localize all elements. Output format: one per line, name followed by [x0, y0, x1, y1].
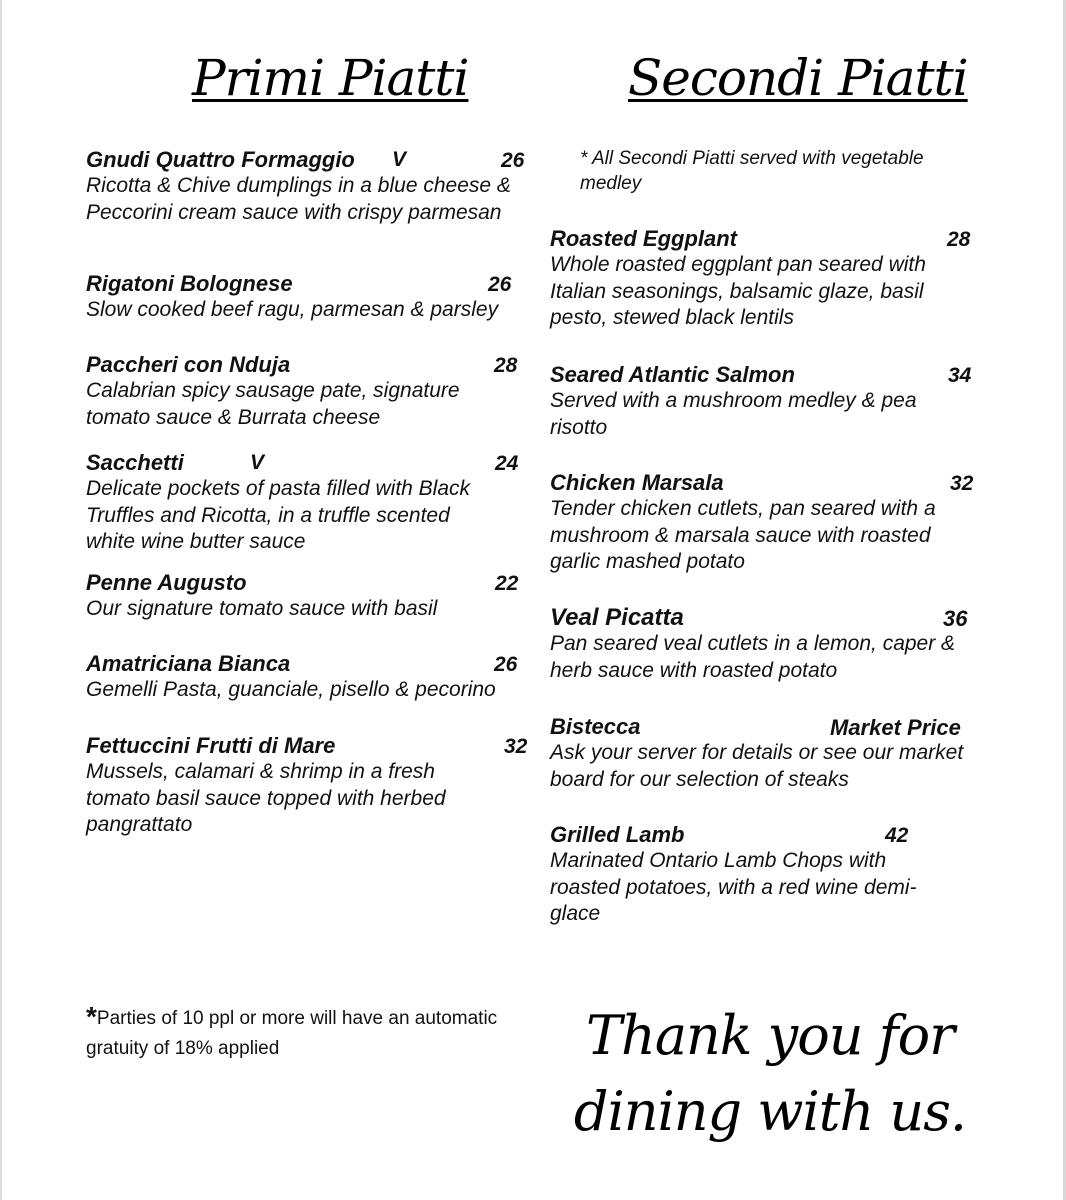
item-price: 24: [495, 452, 519, 475]
item-description: Ricotta & Chive dumplings in a blue cheese & Peccorini cream sauce with crispy parmesan: [86, 174, 511, 224]
item-price: 26: [501, 149, 525, 172]
item-price: 36: [943, 606, 968, 631]
item-price: 32: [950, 472, 974, 495]
item-name: Paccheri con Nduja: [86, 352, 291, 377]
item-price: 26: [494, 653, 518, 676]
item-price: 34: [948, 364, 972, 387]
item-name: Fettuccini Frutti di Mare: [86, 733, 336, 758]
thank-you-message: Thank you for dining with us.: [573, 1004, 967, 1143]
item-description: Mussels, calamari & shrimp in a fresh tomato basil sauce topped with herbed pangrattato: [86, 760, 446, 836]
secondi-note: * All Secondi Piatti served with vegetable medley: [580, 148, 924, 194]
item-name: Veal Picatta: [550, 604, 684, 631]
item-name: Amatriciana Bianca: [86, 651, 291, 676]
secondi-piatti-heading: Secondi Piatti: [628, 49, 968, 107]
asterisk: *: [86, 1001, 97, 1032]
item-description: Calabrian spicy sausage pate, signature tomato sauce & Burrata cheese: [86, 379, 460, 429]
item-price: 28: [947, 228, 971, 251]
item-description: Slow cooked beef ragu, parmesan & parsley: [86, 298, 499, 321]
item-price: 42: [885, 824, 909, 847]
item-name: Rigatoni Bolognese: [86, 271, 293, 296]
item-name: Gnudi Quattro Formaggio: [86, 147, 355, 172]
gratuity-note: [86, 1002, 506, 1064]
item-price: 28: [494, 354, 518, 377]
item-price: 22: [495, 572, 519, 595]
item-name: Seared Atlantic Salmon: [550, 362, 795, 387]
item-name: Sacchetti: [86, 450, 184, 475]
item-description: Whole roasted eggplant pan seared with Italian seasonings, balsamic glaze, basil pesto, stewed black lentils: [550, 253, 926, 329]
item-description: Gemelli Pasta, guanciale, pisello & pecorino: [86, 678, 496, 701]
item-description: Tender chicken cutlets, pan seared with a mushroom & marsala sauce with roasted garlic mashed potato: [550, 497, 936, 573]
item-name: Bistecca: [550, 714, 641, 739]
item-price: Market Price: [830, 715, 961, 740]
item-price: 26: [488, 273, 512, 296]
item-description: Served with a mushroom medley & pea risotto: [550, 389, 917, 439]
item-name: Penne Augusto: [86, 570, 247, 595]
item-description: Marinated Ontario Lamb Chops with roasted potatoes, with a red wine demi-glace: [550, 849, 917, 925]
gratuity-text: Parties of 10 ppl or more will have an automatic gratuity of 18% applied: [86, 1008, 498, 1059]
item-name: Chicken Marsala: [550, 470, 724, 495]
vegetarian-badge: V: [392, 148, 407, 171]
item-description: Delicate pockets of pasta filled with Black Truffles and Ricotta, in a truffle scented white wine butter sauce: [86, 477, 471, 553]
item-price: 32: [504, 735, 528, 758]
item-description: Ask your server for details or see our market board for our selection of steaks: [550, 741, 964, 791]
vegetarian-badge: V: [250, 451, 265, 474]
item-name: Grilled Lamb: [550, 822, 685, 847]
item-description: Our signature tomato sauce with basil: [86, 597, 438, 620]
primi-piatti-heading: Primi Piatti: [192, 49, 469, 107]
item-name: Roasted Eggplant: [550, 226, 738, 251]
item-description: Pan seared veal cutlets in a lemon, caper & herb sauce with roasted potato: [550, 632, 956, 682]
